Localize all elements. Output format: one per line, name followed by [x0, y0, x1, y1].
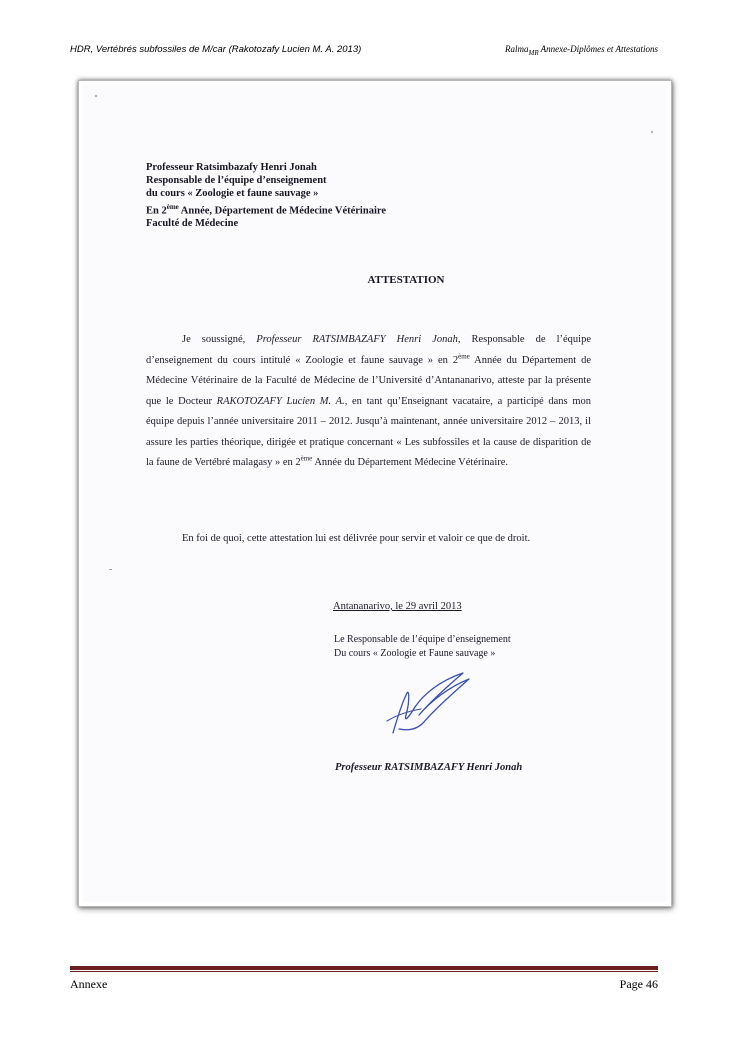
letterhead-year-sup: ème: [166, 202, 179, 211]
attestation-paragraph: [146, 330, 591, 474]
header-right-suffix: Annexe-Diplômes et Attestations: [538, 44, 658, 54]
body-sup-1: ème: [458, 352, 470, 360]
attestation-body: [146, 330, 591, 474]
body-italic-doctor: RAKOTOZAFY Lucien M. A.: [216, 395, 345, 407]
letterhead-year: [146, 201, 386, 218]
letterhead-year-a: En 2: [146, 205, 167, 217]
body-sup-2: ème: [300, 454, 313, 463]
body-text-1: Je soussigné,: [182, 334, 257, 345]
page-header: [70, 44, 658, 60]
letterhead-role: Responsable de l’équipe d’enseignement: [146, 175, 327, 187]
scan-speck: [651, 131, 653, 133]
footer-section-label: Annexe: [70, 977, 108, 991]
letterhead-name: Professeur Ratsimbazafy Henri Jonah: [146, 162, 317, 173]
header-right-prefix: Ralma: [504, 44, 529, 54]
scanned-attestation-image: [78, 80, 672, 907]
scan-speck: [109, 569, 112, 570]
header-right-title: [505, 44, 658, 57]
signer-name: Professeur RATSIMBAZAFY Henri Jonah: [335, 762, 523, 773]
body-text-5: Année du Département Médecine Vétérinaire.: [312, 457, 509, 468]
closing-statement: En foi de quoi, cette attestation lui est délivrée pour servir et valoir ce que de droit.: [182, 533, 531, 544]
letterhead-faculty: Faculté de Médecine: [146, 218, 239, 230]
scan-speck: [95, 95, 97, 97]
signatory-role-line1: Le Responsable de l’équipe d’enseignement: [334, 634, 511, 645]
letterhead: [146, 161, 386, 231]
header-right-sub: MR: [528, 48, 539, 57]
signatory-role-line2: Du cours « Zoologie et Faune sauvage »: [334, 647, 496, 659]
footer-page-number: Page 46: [619, 977, 658, 991]
place-date: Antananarivo, le 29 avril 2013: [333, 601, 462, 612]
body-text-3: Année du Département de Médecine Vétérinaire de la Faculté de Médecine de l’Université d’Antananarivo, atteste par la présente que le Docteur: [146, 354, 592, 407]
body-text-2: , Responsable de l’équipe d’enseignement du cours intitulé « Zoologie et faune sauvage » en 2: [146, 334, 591, 366]
header-left-title: HDR, Vertébrés subfossiles de M/car (Rakotozafy Lucien M. A. 2013): [70, 44, 362, 55]
signatory-role: [334, 633, 511, 660]
letterhead-year-b: Année, Département de Médecine Vétérinaire: [178, 205, 386, 217]
letterhead-course: du cours « Zoologie et faune sauvage »: [146, 188, 319, 200]
body-text-4: , en tant qu’Enseignant vacataire, a participé dans mon équipe depuis l’année universitaire 2011 – 2012. Jusqu’à maintenant, année universitaire 2012 – 2013, il assure les parties théorique, dirigée et pratique concernant « Les subfossiles et la cause de disparition de la faune de Vertébré malagasy » en 2: [146, 395, 592, 468]
scanned-paper: [83, 85, 667, 902]
body-italic-signer: Professeur RATSIMBAZAFY Henri Jonah: [256, 334, 458, 345]
attestation-title: ATTESTATION: [367, 274, 445, 286]
footer-rule-thin: [70, 971, 658, 972]
handwritten-signature: [379, 671, 479, 741]
footer-rule: [70, 966, 658, 970]
